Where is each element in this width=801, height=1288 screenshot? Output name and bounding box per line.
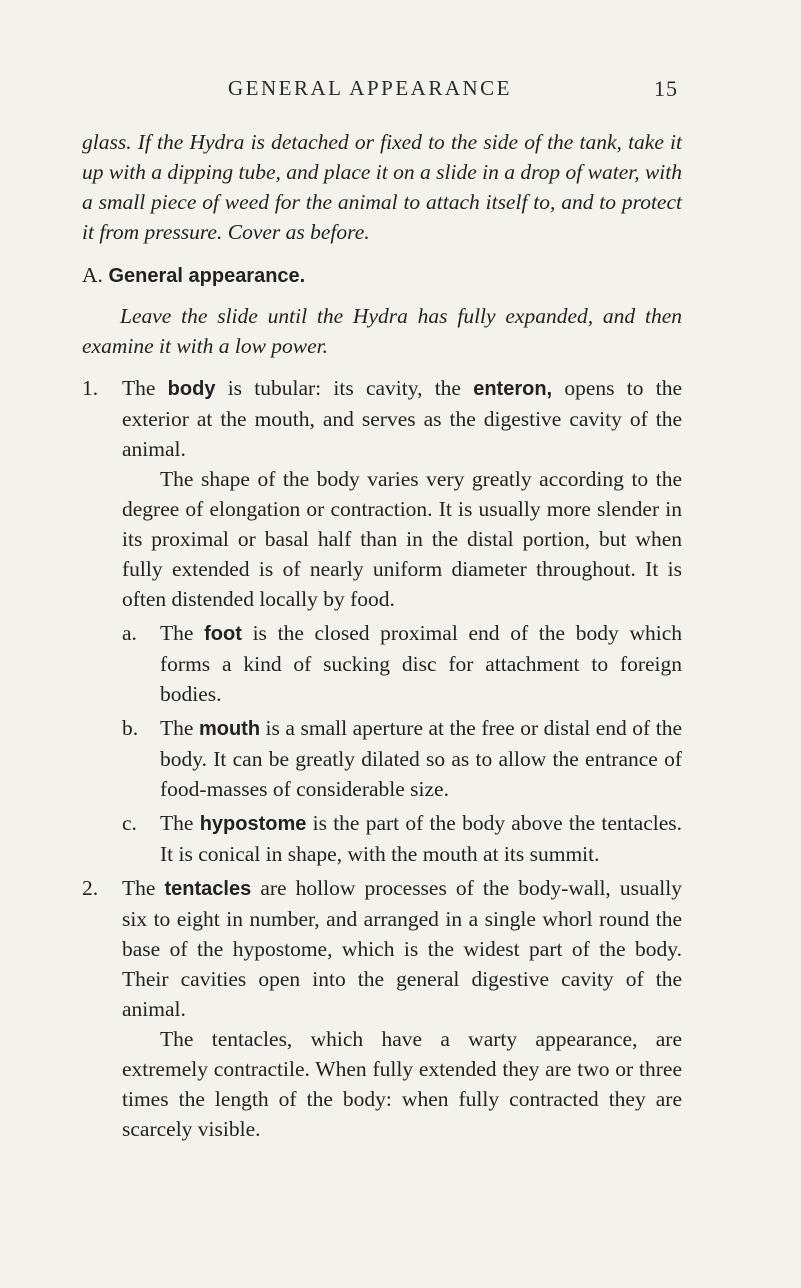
sub-item-label: c. (122, 811, 137, 835)
list-item-tentacles (82, 873, 682, 1024)
running-header (0, 76, 801, 106)
item-paragraph: The tentacles are hollow processes of the body-wall, usually six to eight in number, and arranged in a single whorl round the base of the hypostome, which is the widest part of the body. Their cavities open into the general digestive cavity of the animal. (122, 876, 682, 1021)
item-number: 1. (82, 376, 99, 400)
item-continuation: The tentacles, which have a warty appearance, are extremely contractile. When fully extended they are two or three times the length of the body: when fully contracted they are scarcely visible. (122, 1027, 682, 1141)
section-instruction: Leave the slide until the Hydra has fully expanded, and then examine it with a low power. (82, 304, 682, 358)
item-paragraph: The body is tubular: its cavity, the enteron, opens to the exterior at the mouth, and serves as the digestive cavity of the animal. (122, 376, 682, 461)
page-number: 15 (654, 76, 678, 101)
sub-item-foot: a. The foot is the closed proximal end of the body which forms a kind of sucking disc for attachment to foreign bodies. (82, 618, 682, 709)
running-head-title: GENERAL APPEARANCE (228, 76, 512, 100)
section-letter: A. (82, 263, 103, 287)
sub-item-label: a. (122, 621, 137, 645)
item-continuation: The shape of the body varies very greatly according to the degree of elongation or contraction. It is usually more slender in its proximal or basal half than in the distal portion, but when fully extended is of nearly uniform diameter throughout. It is often distended locally by food. (122, 467, 682, 611)
list-item-body (82, 373, 682, 464)
section-title: General appearance. (108, 265, 306, 287)
term-body: body (167, 378, 216, 400)
intro-paragraph: glass. If the Hydra is detached or fixed to the side of the tank, take it up with a dipping tube, and place it on a slide in a drop of water, with a small piece of weed for the animal to attach itself to, and to protect it from pressure. Cover as before. (82, 130, 683, 244)
section-heading (82, 260, 682, 291)
page-body (82, 127, 682, 1144)
term-hypostome: hypostome (199, 813, 307, 835)
term-mouth: mouth (198, 718, 261, 740)
term-enteron: enteron, (473, 378, 553, 400)
sub-item-mouth: b. The mouth is a small aperture at the free or distal end of the body. It can be greatly dilated so as to allow the entrance of food-masses of considerable size. (82, 713, 682, 804)
sub-item-label: b. (122, 716, 139, 740)
term-tentacles: tentacles (164, 878, 252, 900)
term-foot: foot (204, 623, 242, 645)
sub-item-hypostome: c. The hypostome is the part of the body above the tentacles. It is conical in shape, with the mouth at its summit. (82, 808, 682, 869)
item-number: 2. (82, 876, 99, 900)
